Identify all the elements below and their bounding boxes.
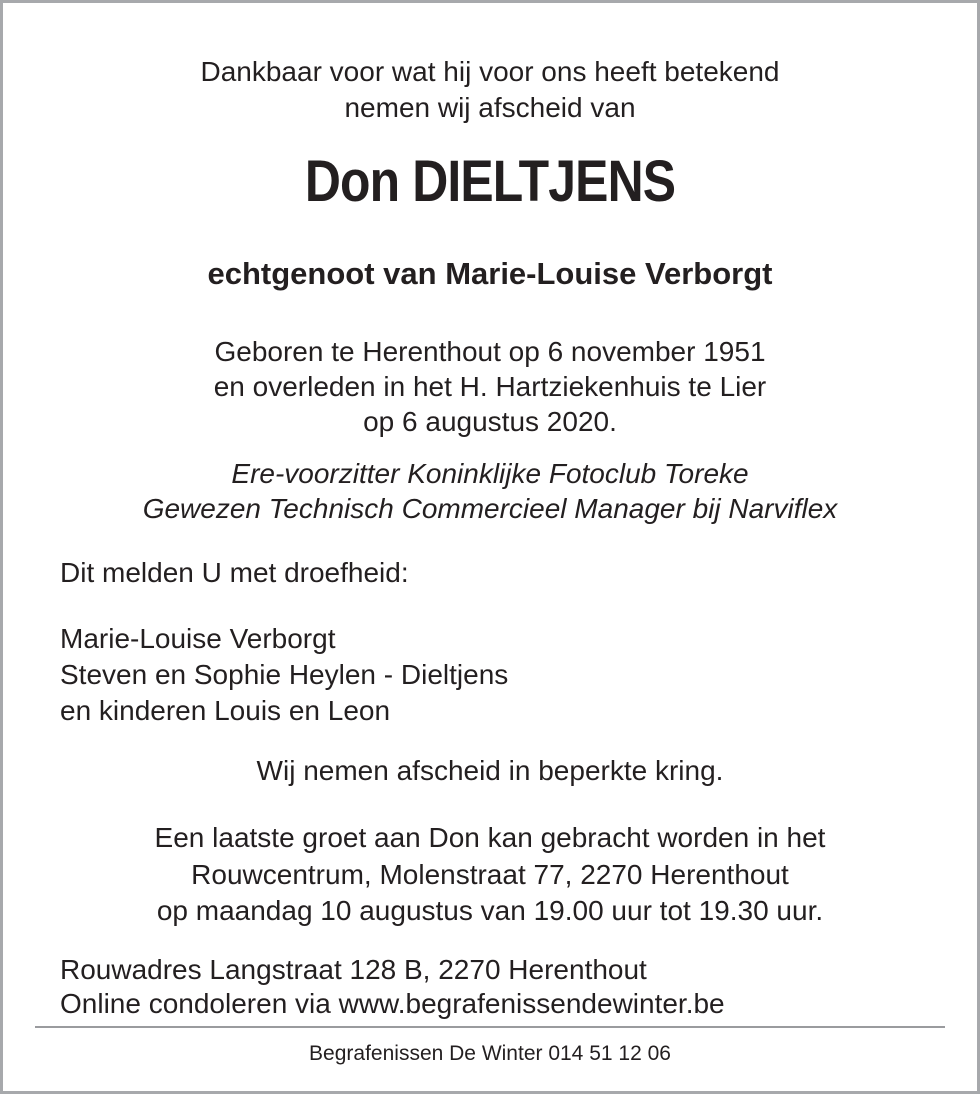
death-date-line: op 6 augustus 2020. (363, 406, 617, 437)
family-member: Steven en Sophie Heylen - Dieltjens (60, 659, 509, 690)
mourning-address: Rouwadres Langstraat 128 B, 2270 Herenthout (60, 954, 647, 985)
intro-line-2: nemen wij afscheid van (344, 92, 636, 123)
visitation-line-3: op maandag 10 augustus van 19.00 uur tot 19.30 uur. (156, 895, 824, 926)
intro-line-1: Dankbaar voor wat hij voor ons heeft betekend (200, 56, 780, 87)
birth-line: Geboren te Herenthout op 6 november 1951 (214, 336, 766, 367)
family-member: Marie-Louise Verborgt (60, 623, 336, 654)
online-condolence: Online condoleren via www.begrafenissendewinter.be (60, 988, 725, 1019)
title-line-2: Gewezen Technisch Commercieel Manager bij Narviflex (142, 493, 838, 524)
deceased-name: Don DIELTJENS (304, 149, 676, 214)
private-farewell: Wij nemen afscheid in beperkte kring. (256, 755, 724, 786)
funeral-home-footer: Begrafenissen De Winter 014 51 12 06 (309, 1042, 671, 1065)
visitation-line-2: Rouwcentrum, Molenstraat 77, 2270 Herenthout (191, 859, 789, 890)
title-line-1: Ere-voorzitter Koninklijke Fotoclub Toreke (231, 458, 749, 489)
visitation-line-1: Een laatste groet aan Don kan gebracht worden in het (154, 822, 826, 853)
footer-divider (35, 1026, 945, 1028)
spouse-line: echtgenoot van Marie-Louise Verborgt (207, 256, 773, 291)
announcement: Dit melden U met droefheid: (60, 557, 409, 588)
death-line: en overleden in het H. Hartziekenhuis te Lier (213, 371, 767, 402)
family-member: en kinderen Louis en Leon (60, 695, 391, 726)
